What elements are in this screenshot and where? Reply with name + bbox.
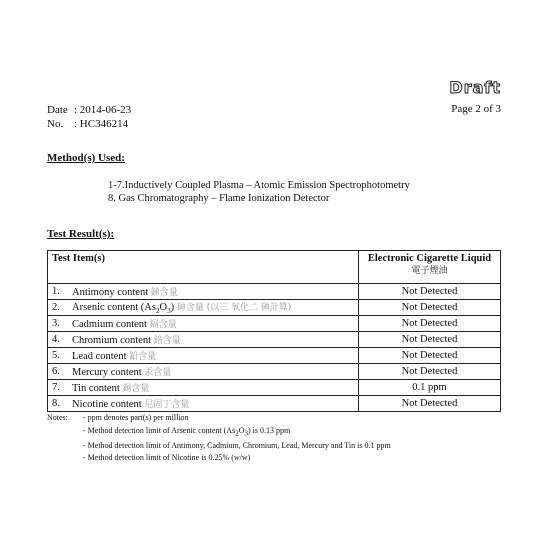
- item-cjk: 鉛含量: [129, 352, 157, 363]
- row-item: [68, 396, 359, 412]
- table-row: [48, 364, 501, 380]
- table-row: [48, 380, 501, 396]
- row-number: 4.: [48, 332, 69, 348]
- row-result: Not Detected: [359, 396, 501, 412]
- note-line: - Method detection limit of Nicotine is 0.25% (w/w): [83, 453, 251, 463]
- item-cjk: 錫含量: [122, 384, 150, 395]
- formula-close: ): [170, 302, 175, 313]
- notes-body: [83, 412, 391, 465]
- notes-section: [47, 412, 391, 465]
- row-item: [68, 364, 359, 380]
- notes-label: Notes:: [47, 413, 68, 422]
- subscript: 2: [235, 429, 239, 438]
- results-table: [47, 250, 501, 412]
- row-item: [68, 348, 359, 364]
- header-sample: [359, 251, 501, 284]
- item-name: Cadmium content: [72, 319, 147, 331]
- formula-part: O: [238, 425, 245, 435]
- method-line-2: 8. Gas Chromatography – Flame Ionization Detector: [108, 193, 330, 204]
- item-cjk: 鉻含量: [153, 336, 181, 347]
- report-number-line: [47, 117, 128, 131]
- table-row: [48, 348, 501, 364]
- header-test-item: Test Item(s): [48, 251, 359, 284]
- draft-watermark: Draft: [449, 78, 501, 97]
- row-result: Not Detected: [359, 300, 501, 316]
- subscript: 2: [155, 307, 160, 316]
- row-result: 0.1 ppm: [359, 380, 501, 396]
- table-row: [48, 396, 501, 412]
- date-value: : 2014-06-23: [74, 104, 132, 116]
- note-line: [83, 425, 391, 440]
- table-header-row: [48, 251, 501, 284]
- date-label: Date: [47, 104, 68, 116]
- note-line: - Method detection limit of Antimony, Cadmium, Chromium, Lead, Mercury and Tin is 0.1 ppm: [83, 440, 391, 450]
- table-row: [48, 332, 501, 348]
- row-item: [68, 332, 359, 348]
- table-row: [48, 284, 501, 300]
- report-number-value: : HC346214: [74, 118, 129, 130]
- item-cjk: 銻含量: [150, 288, 178, 298]
- row-result: Not Detected: [359, 316, 501, 332]
- row-result: Not Detected: [359, 348, 501, 364]
- row-number: 8.: [48, 396, 69, 412]
- item-cjk: 尼固丁含量: [144, 400, 190, 411]
- item-cjk: 砷含量 (以三 氧化二 砷計算): [176, 303, 292, 313]
- row-item: [68, 380, 359, 396]
- note-line: - ppm denotes part(s) per million: [83, 413, 189, 422]
- note-text: - Method detection limit of Arsenic content (As: [83, 425, 236, 435]
- row-result: Not Detected: [359, 332, 501, 348]
- row-result: Not Detected: [359, 364, 501, 380]
- row-result: Not Detected: [359, 284, 501, 300]
- row-number: 2.: [48, 300, 69, 316]
- formula-part: O: [159, 302, 168, 313]
- item-name: Lead content: [72, 351, 127, 363]
- report-number-label: No.: [47, 118, 64, 130]
- row-number: 7.: [48, 380, 69, 396]
- item-name: Antimony content: [72, 287, 149, 298]
- table-row: [48, 316, 501, 332]
- table-row: [48, 300, 501, 316]
- row-item: [68, 300, 359, 316]
- page-number: Page 2 of 3: [451, 103, 501, 115]
- item-cjk: 汞含量: [144, 368, 172, 379]
- item-name: Arsenic content (As: [72, 302, 156, 313]
- method-line-1: 1-7.Inductively Coupled Plasma – Atomic Emission Spectrophotometry: [108, 180, 410, 191]
- date-line: [47, 103, 131, 117]
- subscript: 3: [167, 307, 171, 316]
- row-item: [68, 284, 359, 300]
- note-text-tail: ) is 0.13 ppm: [247, 425, 291, 435]
- item-name: Nicotine content: [72, 399, 142, 411]
- methods-heading: Method(s) Used:: [47, 152, 125, 164]
- header-sample-label: Electronic Cigarette Liquid: [367, 253, 492, 264]
- subscript: 3: [244, 429, 248, 438]
- row-number: 1.: [48, 284, 69, 300]
- results-heading: Test Result(s):: [47, 228, 115, 240]
- row-number: 6.: [48, 364, 69, 380]
- row-number: 3.: [48, 316, 69, 332]
- item-name: Mercury content: [72, 367, 142, 379]
- item-name: Chromium content: [72, 335, 152, 347]
- row-number: 5.: [48, 348, 69, 364]
- row-item: [68, 316, 359, 332]
- header-sample-cjk: 電子煙油: [411, 266, 448, 276]
- item-name: Tin content: [72, 383, 120, 395]
- item-cjk: 鎘含量: [149, 320, 177, 331]
